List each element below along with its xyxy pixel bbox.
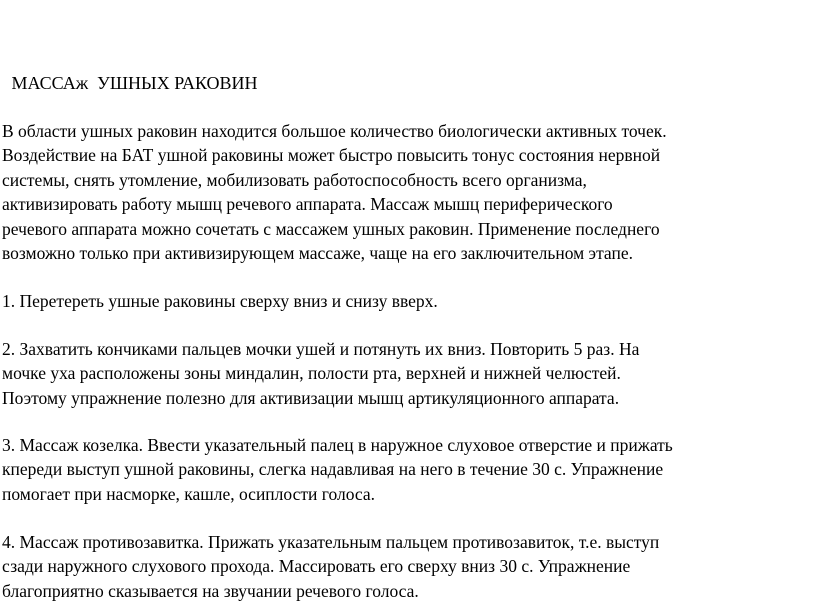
step-2-paragraph (2, 337, 814, 410)
step-line: сзади наружного слухового прохода. Массировать его сверху вниз 30 с. Упражнение (2, 556, 631, 577)
step-1-paragraph (2, 289, 814, 313)
intro-line: возможно только при активизирующем массаже, чаще на его заключительном этапе. (2, 243, 633, 264)
step-line: 2. Захватить кончиками пальцев мочки ушей и потянуть их вниз. Повторить 5 раз. На (2, 339, 640, 359)
intro-line: активизировать работу мышц речевого аппарата. Массаж мышц периферического (2, 194, 613, 215)
intro-line: системы, снять утомление, мобилизовать работоспособность всего организма, (2, 169, 587, 190)
page-title: МАССАж УШНЫХ РАКОВИН (7, 73, 258, 93)
intro-line: речевого аппарата можно сочетать с массажем ушных раковин. Применение последнего (2, 218, 660, 239)
step-line: благоприятно сказывается на звучании речевого голоса. (2, 580, 419, 601)
step-line: Поэтому упражнение полезно для активизации мышц артикуляционного аппарата. (2, 387, 620, 408)
intro-line: В области ушных раковин находится большое количество биологически активных точек. (2, 121, 667, 141)
step-line: мочке уха расположены зоны миндалин, полости рта, верхней и нижней челюстей. (2, 363, 621, 384)
intro-line: Воздействие на БАТ ушной раковины может быстро повысить тонус состояния нервной (2, 145, 661, 166)
step-4-paragraph (2, 530, 814, 603)
step-line: 1. Перетереть ушные раковины сверху вниз и снизу вверх. (2, 291, 438, 311)
step-line: 4. Массаж противозавитка. Прижать указательным пальцем противозавиток, т.е. выступ (2, 532, 660, 552)
step-3-paragraph (2, 433, 814, 506)
step-line: 3. Массаж козелка. Ввести указательный палец в наружное слуховое отверстие и прижать (2, 435, 673, 455)
step-line: помогает при насморке, кашле, осиплости голоса. (2, 483, 376, 504)
intro-paragraph (2, 119, 814, 265)
step-line: кпереди выступ ушной раковины, слегка надавливая на него в течение 30 с. Упражнение (2, 459, 664, 480)
